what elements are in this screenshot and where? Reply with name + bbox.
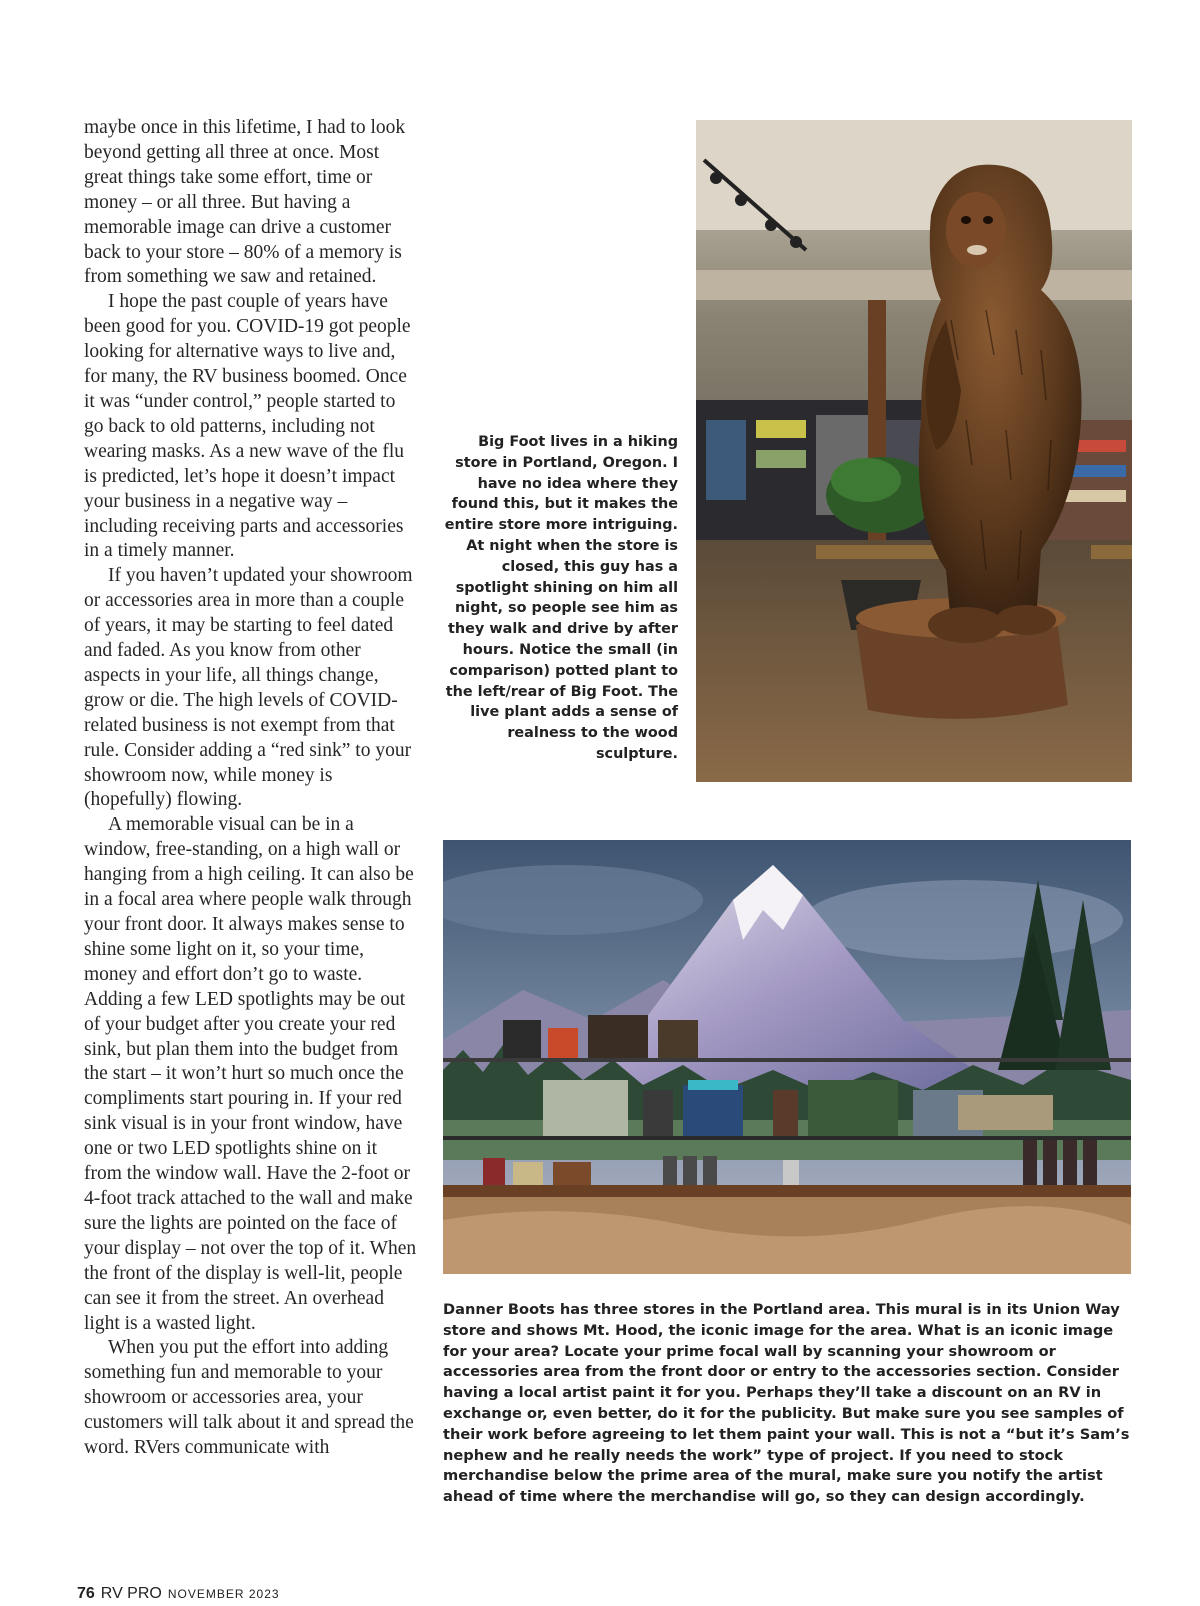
body-paragraph: When you put the effort into adding something fun and memorable to your showroom or accessories area, your customers will talk about it and spread the word. RVers communicate with [84,1337,414,1459]
page-number: 76 [77,1585,95,1602]
body-paragraph: If you haven’t updated your showroom or accessories area in more than a couple of years, it may be starting to feel dated and faded. As you know from other aspects in your life, all things change, grow or die. The high levels of COVID-related business is not exempt from that rule. Consider adding a “red sink” to your showroom now, while money is (hopefully) flowing. [84,565,413,811]
body-paragraph: A memorable visual can be in a window, free-standing, on a high wall or hanging from a high ceiling. It can also be in a focal area where people walk through your front door. It always makes sense to shine some light on it, so your time, money and effort don’t go to waste. Adding a few LED spotlights may be out of your budget after you create your red sink, but plan them into the budget from the start – it won’t hurt so much once the compliments start pouring in. If your red sink visual is in your front window, have one or two LED spotlights shine on it from the window wall. Have the 2-foot or 4-foot track attached to the wall and make sure the lights are pointed on the face of your display – not over the top of it. When the front of the display is well-lit, people can see it from the street. An overhead light is a wasted light. [84,814,417,1334]
article-body-column [84,116,419,1461]
page-footer [77,1585,280,1603]
body-paragraph: I hope the past couple of years have been good for you. COVID-19 got people looking for alternative ways to live and, for many, the RV business boomed. Once it was “under control,” people started to go back to old patterns, including not wearing masks. As a new wave of the flu is predicted, let’s hope it doesn’t impact your business in a negative way – including receiving parts and accessories in a timely manner. [84,291,411,562]
mt-hood-mural-photo [443,840,1131,1274]
bigfoot-photo-caption: Big Foot lives in a hiking store in Portland, Oregon. I have no idea where they found this, but it makes the entire store more intriguing. At night when the store is closed, this guy has a spotlight shining on him all night, so people see him as they walk and drive by after hours. Notice the small (in comparison) potted plant to the left/rear of Big Foot. The live plant adds a sense of realness to the wood sculpture. [444,434,678,762]
magazine-name: RV PRO [100,1585,162,1602]
body-paragraph: maybe once in this lifetime, I had to look beyond getting all three at once. Most great things take some effort, time or money – or all three. But having a memorable image can drive a customer back to your store – 80% of a memory is from something we saw and retained. [84,117,406,288]
issue-date: NOVEMBER 2023 [167,1587,280,1601]
mural-photo-caption: Danner Boots has three stores in the Portland area. This mural is in its Union Way store and shows Mt. Hood, the iconic image for the area. What is an iconic image for your area? Locate your prime focal wall by scanning your showroom or accessories area from the front door or entry to the accessories section. Consider having a local artist paint it for you. Perhaps they’ll take a discount on an RV in exchange or, even better, do it for the publicity. But make sure you see samples of their work before agreeing to let them paint your wall. This is not a “but it’s Sam’s nephew and he really needs the work” type of project. If you need to stock merchandise below the prime area of the mural, make sure you notify the artist ahead of time where the merchandise will go, so they can design accordingly. [443,1301,1130,1506]
bigfoot-store-photo [696,120,1132,782]
